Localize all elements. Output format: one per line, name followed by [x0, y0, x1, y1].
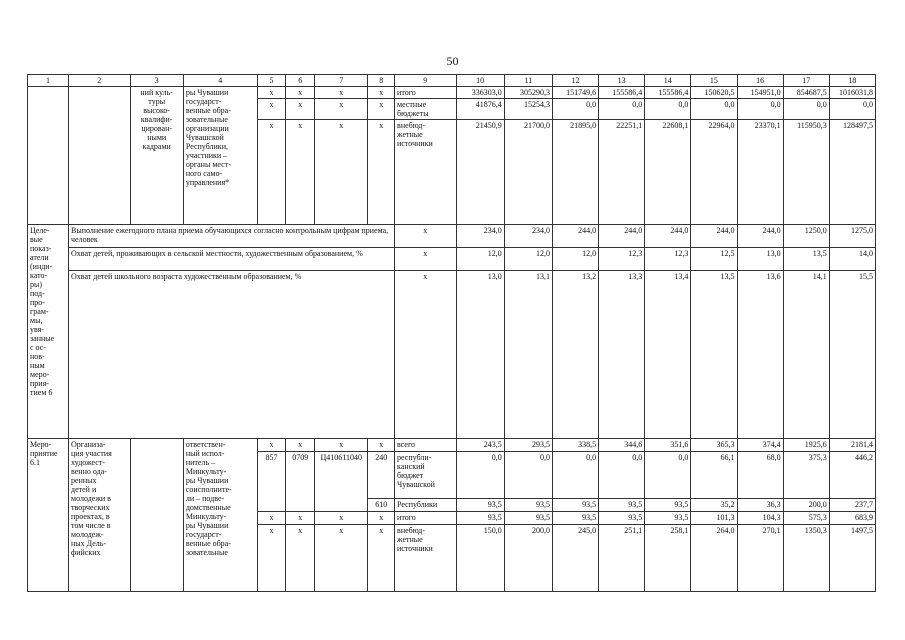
amount-cell: 0,0	[504, 452, 552, 499]
amount-cell: 93,5	[504, 499, 552, 512]
section-cell: x	[286, 87, 315, 99]
amount-cell: 336303,0	[456, 87, 504, 99]
column-number-header: 1	[28, 75, 69, 87]
section-cell: x	[286, 439, 315, 452]
indicator-value-cell: 234,0	[456, 225, 504, 248]
indicator-text-cell: Выполнение ежегодного плана приема обучающихся согласно контрольным цифрам приема, человек	[69, 225, 395, 248]
amount-cell: 154951,0	[737, 87, 783, 99]
indicator-value-cell: 13,5	[691, 271, 737, 439]
amount-cell: 93,5	[552, 512, 598, 525]
amount-cell: 150,0	[456, 525, 504, 592]
column-number-header: 18	[829, 75, 875, 87]
amount-cell: 1925,6	[783, 439, 829, 452]
funding-source-cell: итого	[395, 512, 457, 525]
indicator-value-cell: 12,3	[599, 248, 645, 271]
amount-cell: 0,0	[645, 99, 691, 120]
amount-cell: 21450,9	[456, 120, 504, 225]
indicator-x-cell: x	[395, 271, 457, 439]
amount-cell: 15254,3	[504, 99, 552, 120]
amount-cell: 2181,4	[829, 439, 875, 452]
indicator-value-cell: 12,0	[504, 248, 552, 271]
amount-cell: 1497,5	[829, 525, 875, 592]
amount-cell: 338,5	[552, 439, 598, 452]
amount-cell: 22251,1	[599, 120, 645, 225]
amount-cell: 854687,5	[783, 87, 829, 99]
amount-cell: 243,5	[456, 439, 504, 452]
funding-source-cell: итого	[395, 87, 457, 99]
section-cell: 0709	[286, 452, 315, 512]
target-article-cell: x	[315, 120, 368, 225]
amount-cell: 68,0	[737, 452, 783, 499]
amount-cell: 1350,3	[783, 525, 829, 592]
target-article-cell: Ц410611040	[315, 452, 368, 512]
column-number-header: 14	[645, 75, 691, 87]
indicator-value-cell: 13,2	[552, 271, 598, 439]
indicator-value-cell: 244,0	[691, 225, 737, 248]
indicator-row	[28, 248, 876, 271]
grbs-cell: x	[257, 512, 286, 525]
indicator-value-cell: 1250,0	[783, 225, 829, 248]
column-number-header: 6	[286, 75, 315, 87]
column-number-header: 13	[599, 75, 645, 87]
funding-source-cell: Республики	[395, 499, 457, 512]
indicator-text-cell: Охват детей школьного возраста художественным образованием, %	[69, 271, 395, 439]
amount-cell: 93,5	[552, 499, 598, 512]
indicator-value-cell: 244,0	[645, 225, 691, 248]
indicator-value-cell: 12,5	[691, 248, 737, 271]
amount-cell: 374,4	[737, 439, 783, 452]
amount-cell: 0,0	[783, 99, 829, 120]
column-number-header: 11	[504, 75, 552, 87]
event-number-cell	[28, 87, 69, 225]
column-number-header: 10	[456, 75, 504, 87]
indicator-value-cell: 12,3	[645, 248, 691, 271]
event-title-cell	[69, 87, 131, 225]
grbs-cell: x	[257, 99, 286, 120]
amount-cell: 93,5	[645, 512, 691, 525]
amount-cell: 0,0	[552, 452, 598, 499]
target-article-cell: x	[315, 525, 368, 592]
expense-group-cell: x	[368, 512, 395, 525]
indicator-value-cell: 12,0	[456, 248, 504, 271]
amount-cell: 93,5	[456, 499, 504, 512]
indicator-x-cell: x	[395, 225, 457, 248]
amount-cell: 0,0	[599, 99, 645, 120]
amount-cell: 0,0	[645, 452, 691, 499]
amount-cell: 104,3	[737, 512, 783, 525]
executors-cell: ответствен- ный испол- нитель – Минкульту- ры Чувашии соисполните- ли – подве- домственные Минкульту- ры Чувашии государст- венные обра- зовательные	[183, 439, 257, 592]
amount-cell: 365,3	[691, 439, 737, 452]
amount-cell: 115950,3	[783, 120, 829, 225]
amount-cell: 93,5	[645, 499, 691, 512]
section-cell: x	[286, 120, 315, 225]
amount-cell: 264,0	[691, 525, 737, 592]
column-number-header: 12	[552, 75, 598, 87]
indicators-label-cell: Целе- вые показ- атели (инди- като- ры) под- про- грам- мы, увя- занные с ос- нов- ным меро- прия- тием 6	[28, 225, 69, 439]
amount-cell: 200,0	[783, 499, 829, 512]
amount-cell: 446,2	[829, 452, 875, 499]
amount-cell: 151749,6	[552, 87, 598, 99]
indicator-value-cell: 13,6	[737, 271, 783, 439]
amount-cell: 93,5	[504, 512, 552, 525]
amount-cell: 293,5	[504, 439, 552, 452]
expense-group-cell: 610	[368, 499, 395, 512]
grbs-cell: x	[257, 120, 286, 225]
amount-cell: 375,3	[783, 452, 829, 499]
amount-cell: 23370,1	[737, 120, 783, 225]
indicator-value-cell: 1275,0	[829, 225, 875, 248]
funding-source-cell: внебюд- жетные источники	[395, 120, 457, 225]
amount-cell: 22964,0	[691, 120, 737, 225]
indicator-value-cell: 14,1	[783, 271, 829, 439]
section-cell: x	[286, 99, 315, 120]
indicator-value-cell: 244,0	[599, 225, 645, 248]
indicator-row	[28, 271, 876, 439]
amount-cell: 93,5	[456, 512, 504, 525]
column-number-header: 16	[737, 75, 783, 87]
section-cell: x	[286, 525, 315, 592]
column-number-header: 8	[368, 75, 395, 87]
funding-source-cell: местные бюджеты	[395, 99, 457, 120]
amount-cell: 200,0	[504, 525, 552, 592]
page-number: 50	[446, 54, 459, 68]
column-number-header: 9	[395, 75, 457, 87]
indicator-value-cell: 13,0	[456, 271, 504, 439]
amount-cell: 1016031,8	[829, 87, 875, 99]
amount-cell: 35,2	[691, 499, 737, 512]
indicator-value-cell: 12,0	[552, 248, 598, 271]
indicator-value-cell: 244,0	[737, 225, 783, 248]
indicator-x-cell: x	[395, 248, 457, 271]
amount-cell: 93,5	[599, 512, 645, 525]
amount-cell: 155586,4	[645, 87, 691, 99]
target-article-cell: x	[315, 512, 368, 525]
amount-cell: 0,0	[829, 99, 875, 120]
expense-group-cell: x	[368, 525, 395, 592]
amount-cell: 101,3	[691, 512, 737, 525]
column-number-header: 2	[69, 75, 131, 87]
amount-cell: 575,3	[783, 512, 829, 525]
table-row	[28, 87, 876, 99]
funding-source-cell: внебюд- жетные источники	[395, 525, 457, 592]
amount-cell: 128497,5	[829, 120, 875, 225]
indicator-value-cell: 13,5	[783, 248, 829, 271]
executors-cell: ры Чувашии государст- венные обра- зовательные организации Чувашской Республики, участники – органы мест- ного само- управления*	[183, 87, 257, 225]
amount-cell: 0,0	[599, 452, 645, 499]
header-row	[28, 75, 876, 87]
indicator-value-cell: 234,0	[504, 225, 552, 248]
amount-cell: 237,7	[829, 499, 875, 512]
amount-cell: 21700,0	[504, 120, 552, 225]
target-article-cell: x	[315, 99, 368, 120]
expense-group-cell: x	[368, 439, 395, 452]
amount-cell: 0,0	[691, 99, 737, 120]
grbs-cell: x	[257, 525, 286, 592]
amount-cell: 258,1	[645, 525, 691, 592]
budget-table	[27, 74, 876, 592]
event-number-cell: Меро- приятие 6.1	[28, 439, 69, 592]
column-number-header: 3	[130, 75, 183, 87]
task-cell	[130, 439, 183, 592]
grbs-cell: x	[257, 87, 286, 99]
funding-source-cell: республи- канский бюджет Чувашской	[395, 452, 457, 499]
amount-cell: 305290,3	[504, 87, 552, 99]
funding-source-cell: всего	[395, 439, 457, 452]
column-number-header: 15	[691, 75, 737, 87]
table-row	[28, 439, 876, 452]
amount-cell: 251,1	[599, 525, 645, 592]
amount-cell: 150620,5	[691, 87, 737, 99]
column-number-header: 17	[783, 75, 829, 87]
amount-cell: 0,0	[456, 452, 504, 499]
indicator-value-cell: 244,0	[552, 225, 598, 248]
indicator-value-cell: 14,0	[829, 248, 875, 271]
indicator-value-cell: 13,1	[504, 271, 552, 439]
amount-cell: 270,1	[737, 525, 783, 592]
task-cell: ний куль- туры высоко- квалифи- цирован- ными кадрами	[130, 87, 183, 225]
amount-cell: 93,5	[599, 499, 645, 512]
expense-group-cell: x	[368, 120, 395, 225]
indicator-value-cell: 13,4	[645, 271, 691, 439]
amount-cell: 155586,4	[599, 87, 645, 99]
indicator-row	[28, 225, 876, 248]
grbs-cell: 857	[257, 452, 286, 512]
amount-cell: 0,0	[552, 99, 598, 120]
expense-group-cell: 240	[368, 452, 395, 499]
amount-cell: 0,0	[737, 99, 783, 120]
column-number-header: 4	[183, 75, 257, 87]
amount-cell: 36,3	[737, 499, 783, 512]
amount-cell: 245,0	[552, 525, 598, 592]
indicator-value-cell: 13,3	[599, 271, 645, 439]
event-title-cell: Организа- ция участия художест- венно ода- ренных детей и молодежи в творческих проектах, в том числе в молодеж- ных Дель- фийских	[69, 439, 131, 592]
target-article-cell: x	[315, 439, 368, 452]
amount-cell: 21895,0	[552, 120, 598, 225]
amount-cell: 351,6	[645, 439, 691, 452]
indicator-value-cell: 13,0	[737, 248, 783, 271]
grbs-cell: x	[257, 439, 286, 452]
section-cell: x	[286, 512, 315, 525]
indicator-text-cell: Охват детей, проживающих в сельской местности, художественным образованием, %	[69, 248, 395, 271]
target-article-cell: x	[315, 87, 368, 99]
amount-cell: 683,9	[829, 512, 875, 525]
amount-cell: 66,1	[691, 452, 737, 499]
indicator-value-cell: 15,5	[829, 271, 875, 439]
expense-group-cell: x	[368, 99, 395, 120]
amount-cell: 22608,1	[645, 120, 691, 225]
amount-cell: 41876,4	[456, 99, 504, 120]
amount-cell: 344,6	[599, 439, 645, 452]
column-number-header: 5	[257, 75, 286, 87]
column-number-header: 7	[315, 75, 368, 87]
expense-group-cell: x	[368, 87, 395, 99]
